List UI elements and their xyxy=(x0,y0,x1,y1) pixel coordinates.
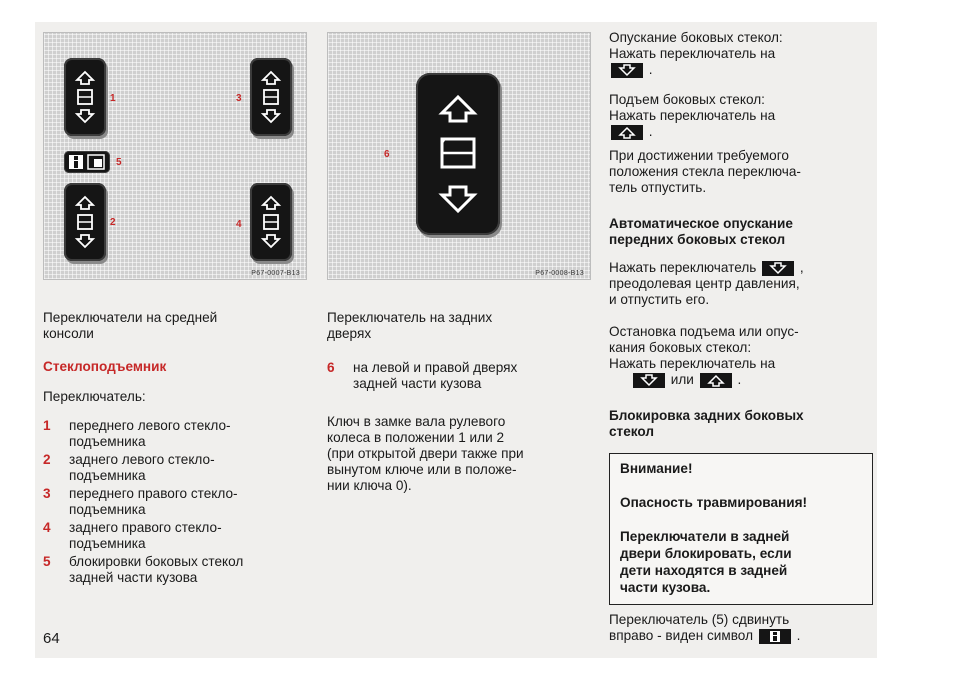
release-paragraph: При достижении требуемого положения стекла переключа- тель отпустить. xyxy=(609,148,801,195)
center-console-photo xyxy=(43,32,307,280)
label-3: 3 xyxy=(236,93,242,104)
stop-paragraph: Остановка подъема или опус- кания боковых стекол: Нажать переключатель на или . xyxy=(609,324,799,387)
list-item: 3 переднего правого стекло- подъемника xyxy=(43,486,238,517)
switch-6-icon xyxy=(416,73,500,235)
intro-text: Переключатель: xyxy=(43,389,146,404)
switch-4-icon xyxy=(250,183,292,261)
door-switch-list xyxy=(327,360,589,394)
list-item: 2 заднего левого стекло- подъемника xyxy=(43,452,215,483)
page-number: 64 xyxy=(43,630,60,647)
switch-2-icon xyxy=(64,183,106,261)
rear-lock-heading: Блокировка задних боковых стекол xyxy=(609,408,804,439)
auto-lowering-heading: Автоматическое опускание передних боковых стекол xyxy=(609,216,793,247)
figure-code: P67-0008-B13 xyxy=(535,270,584,277)
label-4: 4 xyxy=(236,219,242,230)
lock-instruction: Переключатель (5) сдвинуть вправо - виден символ . xyxy=(609,612,801,643)
warning-body-3: дети находятся в задней xyxy=(620,563,788,578)
list-item: 1 переднего левого стекло- подъемника xyxy=(43,418,231,449)
lowering-paragraph: Опускание боковых стекол: Нажать переключатель на . xyxy=(609,30,783,77)
switch-list xyxy=(43,418,313,588)
switch-3-icon xyxy=(250,58,292,136)
arrow-up-icon xyxy=(611,125,643,140)
auto-lowering-paragraph: Нажать переключатель , преодолевая центр давления, и отпустить его. xyxy=(609,260,804,307)
warning-body-1: Переключатели в задней xyxy=(620,529,790,544)
arrow-down-icon xyxy=(633,373,665,388)
manual-page xyxy=(35,22,877,658)
child-lock-switch-icon xyxy=(64,151,110,173)
rear-door-photo xyxy=(327,32,591,280)
figure-code: P67-0007-B13 xyxy=(251,270,300,277)
list-item: 5 блокировки боковых стекол задней части кузова xyxy=(43,554,244,585)
warning-body-4: части кузова. xyxy=(620,580,711,595)
list-item: 4 заднего правого стекло- подъемника xyxy=(43,520,222,551)
arrow-up-icon xyxy=(700,373,732,388)
warning-danger: Опасность травмирования! xyxy=(620,495,808,510)
key-paragraph: Ключ в замке вала рулевого колеса в положении 1 или 2 (при открытой двери также при вынутом ключе или в положе- нии ключа 0). xyxy=(327,414,524,493)
switch-1-icon xyxy=(64,58,106,136)
child-lock-icon xyxy=(759,629,791,644)
warning-title: Внимание! xyxy=(620,461,693,476)
label-6: 6 xyxy=(384,149,390,160)
label-2: 2 xyxy=(110,217,116,228)
warning-body-2: двери блокировать, если xyxy=(620,546,792,561)
arrow-down-icon xyxy=(762,261,794,276)
warning-box xyxy=(609,453,873,605)
section-heading: Стеклоподъемник xyxy=(43,359,167,374)
left-caption: Переключатели на средней консоли xyxy=(43,310,218,341)
list-item: 6 на левой и правой дверях задней части кузова xyxy=(327,360,518,391)
raising-paragraph: Подъем боковых стекол: Нажать переключатель на . xyxy=(609,92,776,139)
label-5: 5 xyxy=(116,157,122,168)
arrow-down-icon xyxy=(611,63,643,78)
label-1: 1 xyxy=(110,93,116,104)
right-caption: Переключатель на задних дверях xyxy=(327,310,493,341)
